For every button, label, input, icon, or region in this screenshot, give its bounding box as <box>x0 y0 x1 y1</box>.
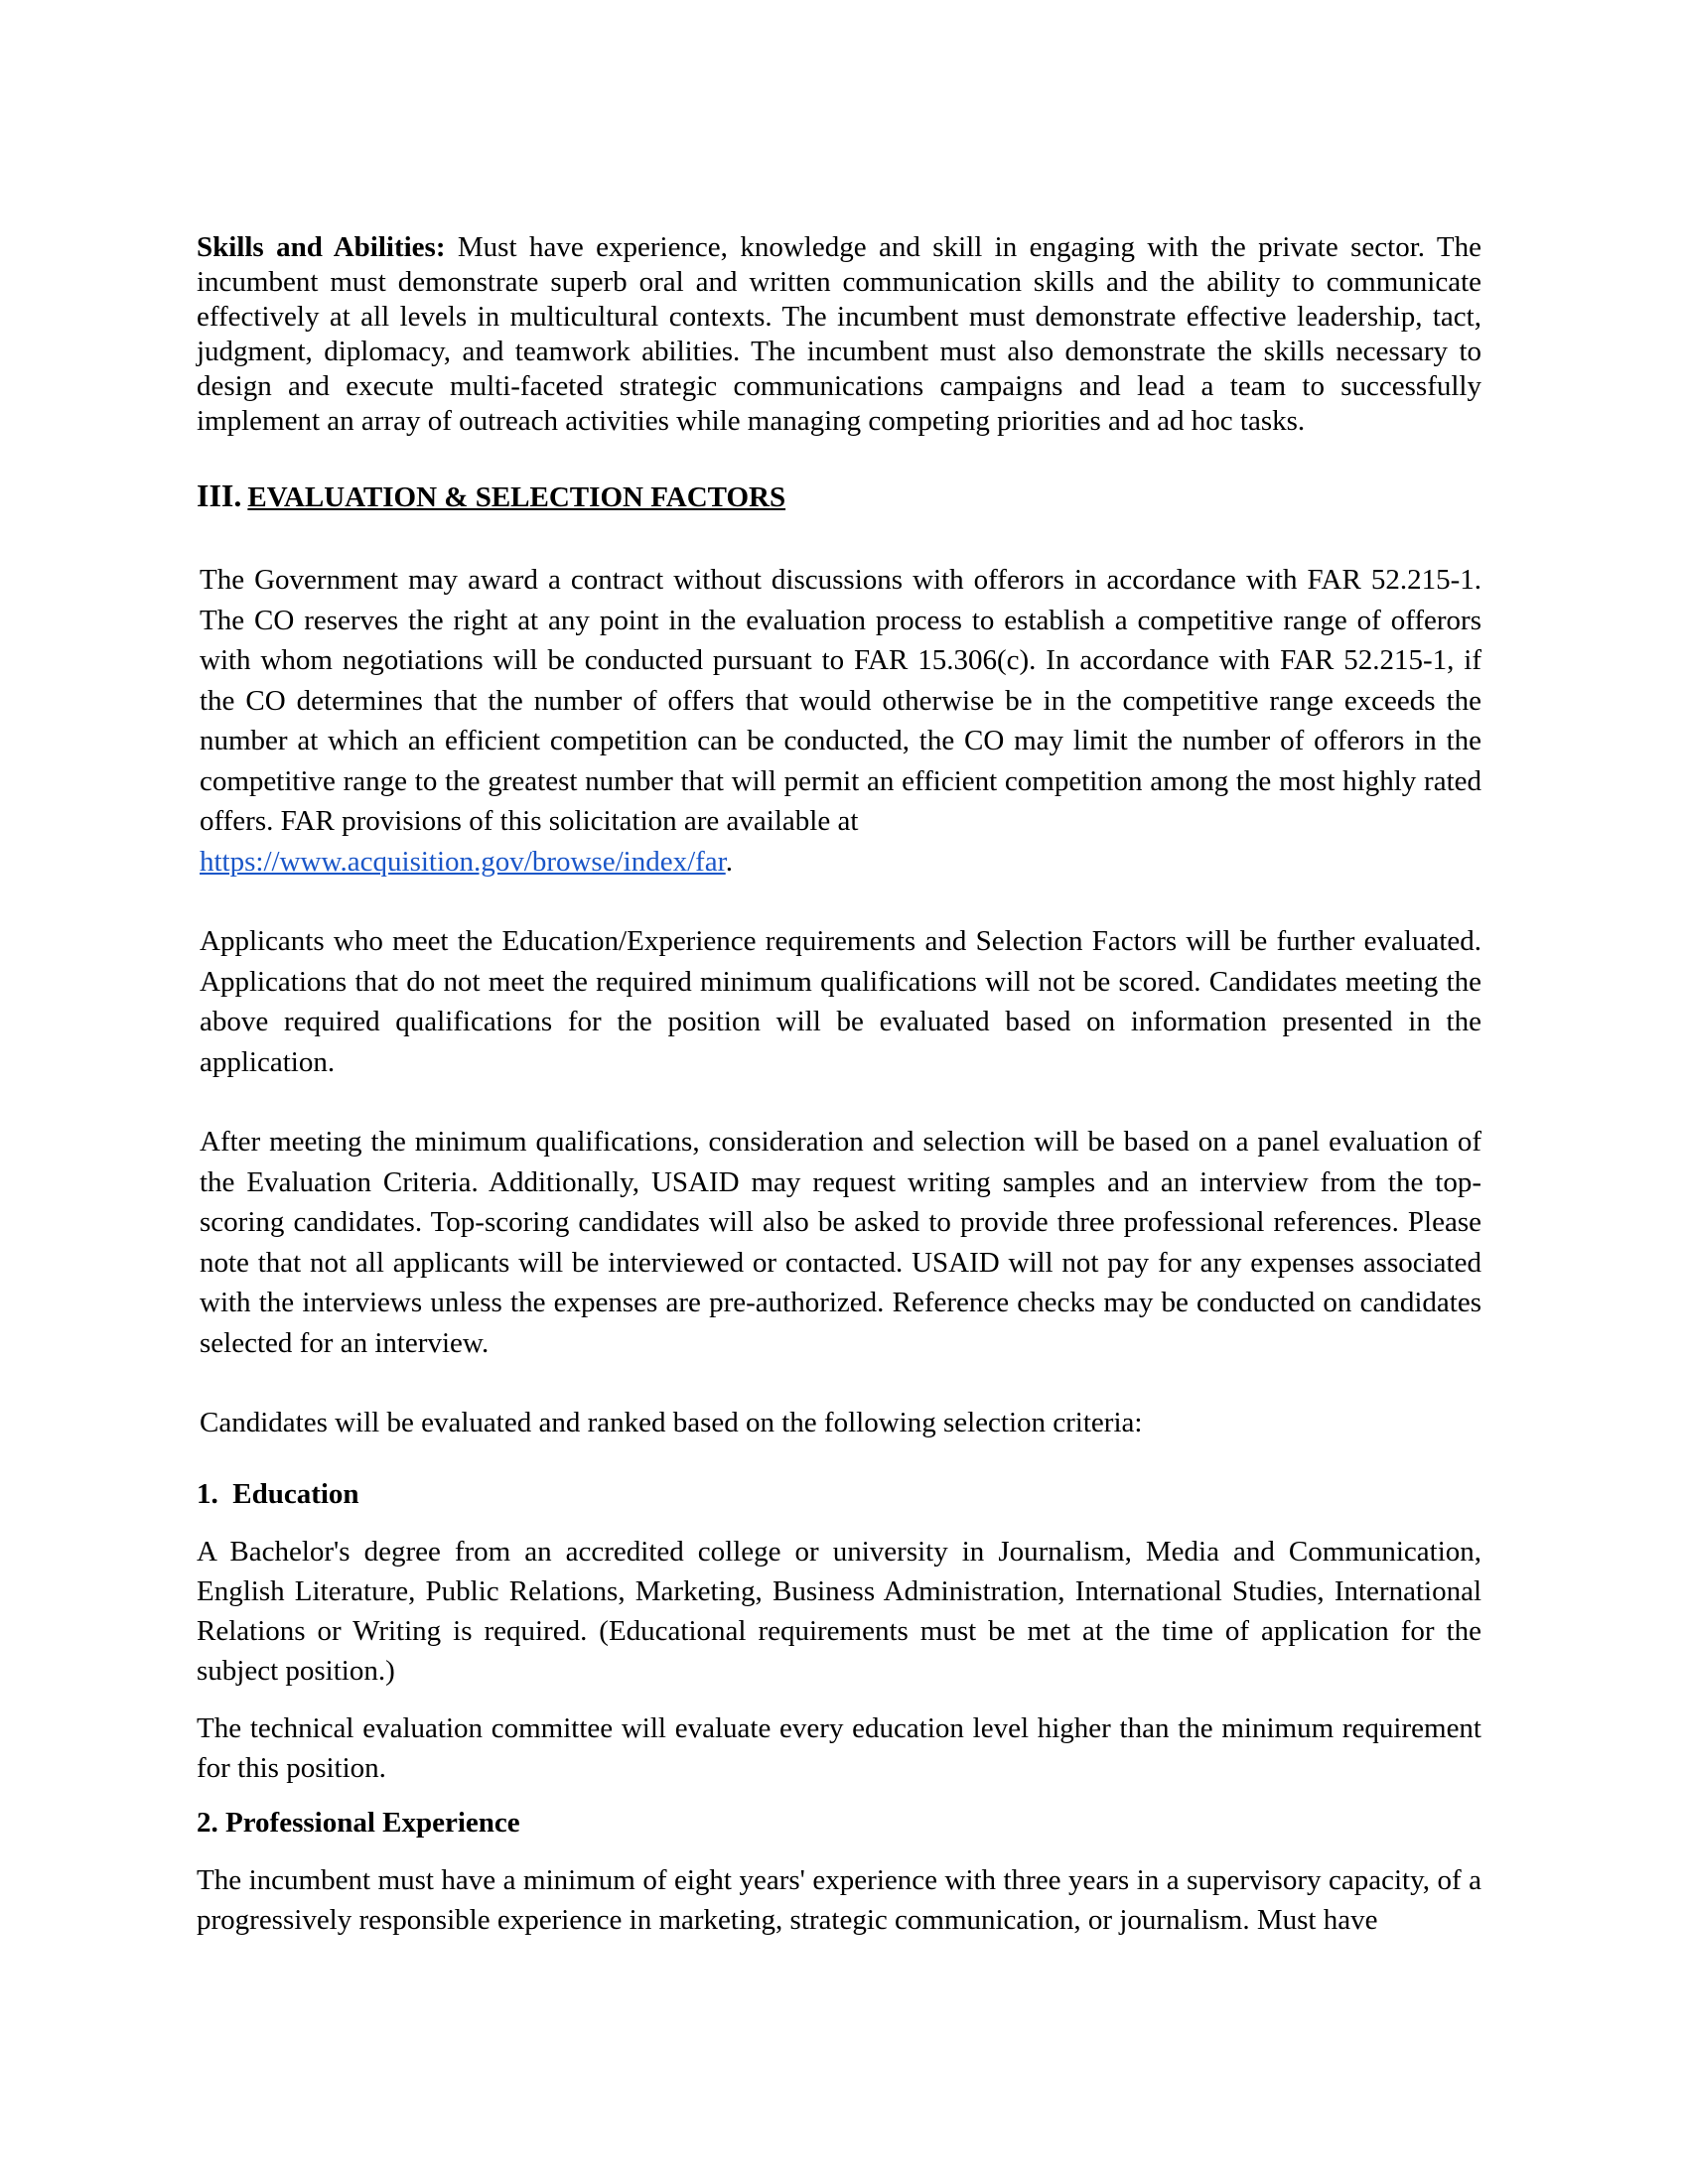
education-body: A Bachelor's degree from an accredited college or university in Journalism, Media and Communication, English Literature, Public Relations, Marketing, Business Administration, International Studies, International Relations or Writing is required. (Educational requirements must be met at the time of application for the subject position.) <box>197 1535 1481 1687</box>
document-page <box>197 230 1481 1958</box>
experience-heading: 2. Professional Experience <box>197 1806 520 1839</box>
education-heading: 1. Education <box>197 1477 359 1510</box>
paragraph-award-end: . <box>725 845 733 878</box>
paragraph-selection: After meeting the minimum qualifications, consideration and selection will be based on a panel evaluation of the Evaluation Criteria. Additionally, USAID may request writing samples and an interview from the top-scoring candidates. Top-scoring candidates will also be asked to provide three professional references. Please note that not all applicants will be interviewed or contacted. USAID will not pay for any expenses associated with the interviews unless the expenses are pre-authorized. Reference checks may be conducted on candidates selected for an interview. <box>200 1126 1481 1359</box>
experience-body: The incumbent must have a minimum of eight years' experience with three years in a supervisory capacity, of a progressively responsible experience in marketing, strategic communication, or journalism. Must have <box>197 1863 1481 1936</box>
paragraph-criteria-intro: Candidates will be evaluated and ranked based on the following selection criteria: <box>200 1407 1143 1438</box>
section-title: EVALUATION & SELECTION FACTORS <box>247 481 786 513</box>
paragraph-award <box>200 560 1481 882</box>
paragraph-applicants: Applicants who meet the Education/Experience requirements and Selection Factors will be further evaluated. Applications that do not meet the required minimum qualifications will not be scored. Candidates meeting the above required qualifications for the position will be evaluated based on information presented in the application. <box>200 925 1481 1078</box>
skills-label: Skills and Abilities: <box>197 231 446 263</box>
skills-text: Must have experience, knowledge and skill in engaging with the private sector. The incumbent must demonstrate superb oral and written communication skills and the ability to communicate effectively at all levels in multicultural contexts. The incumbent must demonstrate effective leadership, tact, judgment, diplomacy, and teamwork abilities. The incumbent must also demonstrate the skills necessary to design and execute multi-faceted strategic communications campaigns and lead a team to successfully implement an array of outreach activities while managing competing priorities and ad hoc tasks. <box>197 231 1481 437</box>
section-heading <box>197 478 1481 515</box>
paragraph-award-text: The Government may award a contract without discussions with offerors in accordance with FAR 52.215-1. The CO reserves the right at any point in the evaluation process to establish a competitive range of offerors with whom negotiations will be conducted pursuant to FAR 15.306(c). In accordance with FAR 52.215-1, if the CO determines that the number of offers that would otherwise be in the competitive range exceeds the number at which an efficient competition can be conducted, the CO may limit the number of offerors in the competitive range to the greatest number that will permit an efficient competition among the most highly rated offers. FAR provisions of this solicitation are available at <box>200 564 1481 837</box>
section-number: III. <box>197 478 242 513</box>
skills-paragraph <box>197 230 1481 439</box>
education-note: The technical evaluation committee will evaluate every education level higher than the minimum requirement for this position. <box>197 1711 1481 1784</box>
far-link[interactable]: https://www.acquisition.gov/browse/index/far <box>200 845 726 878</box>
